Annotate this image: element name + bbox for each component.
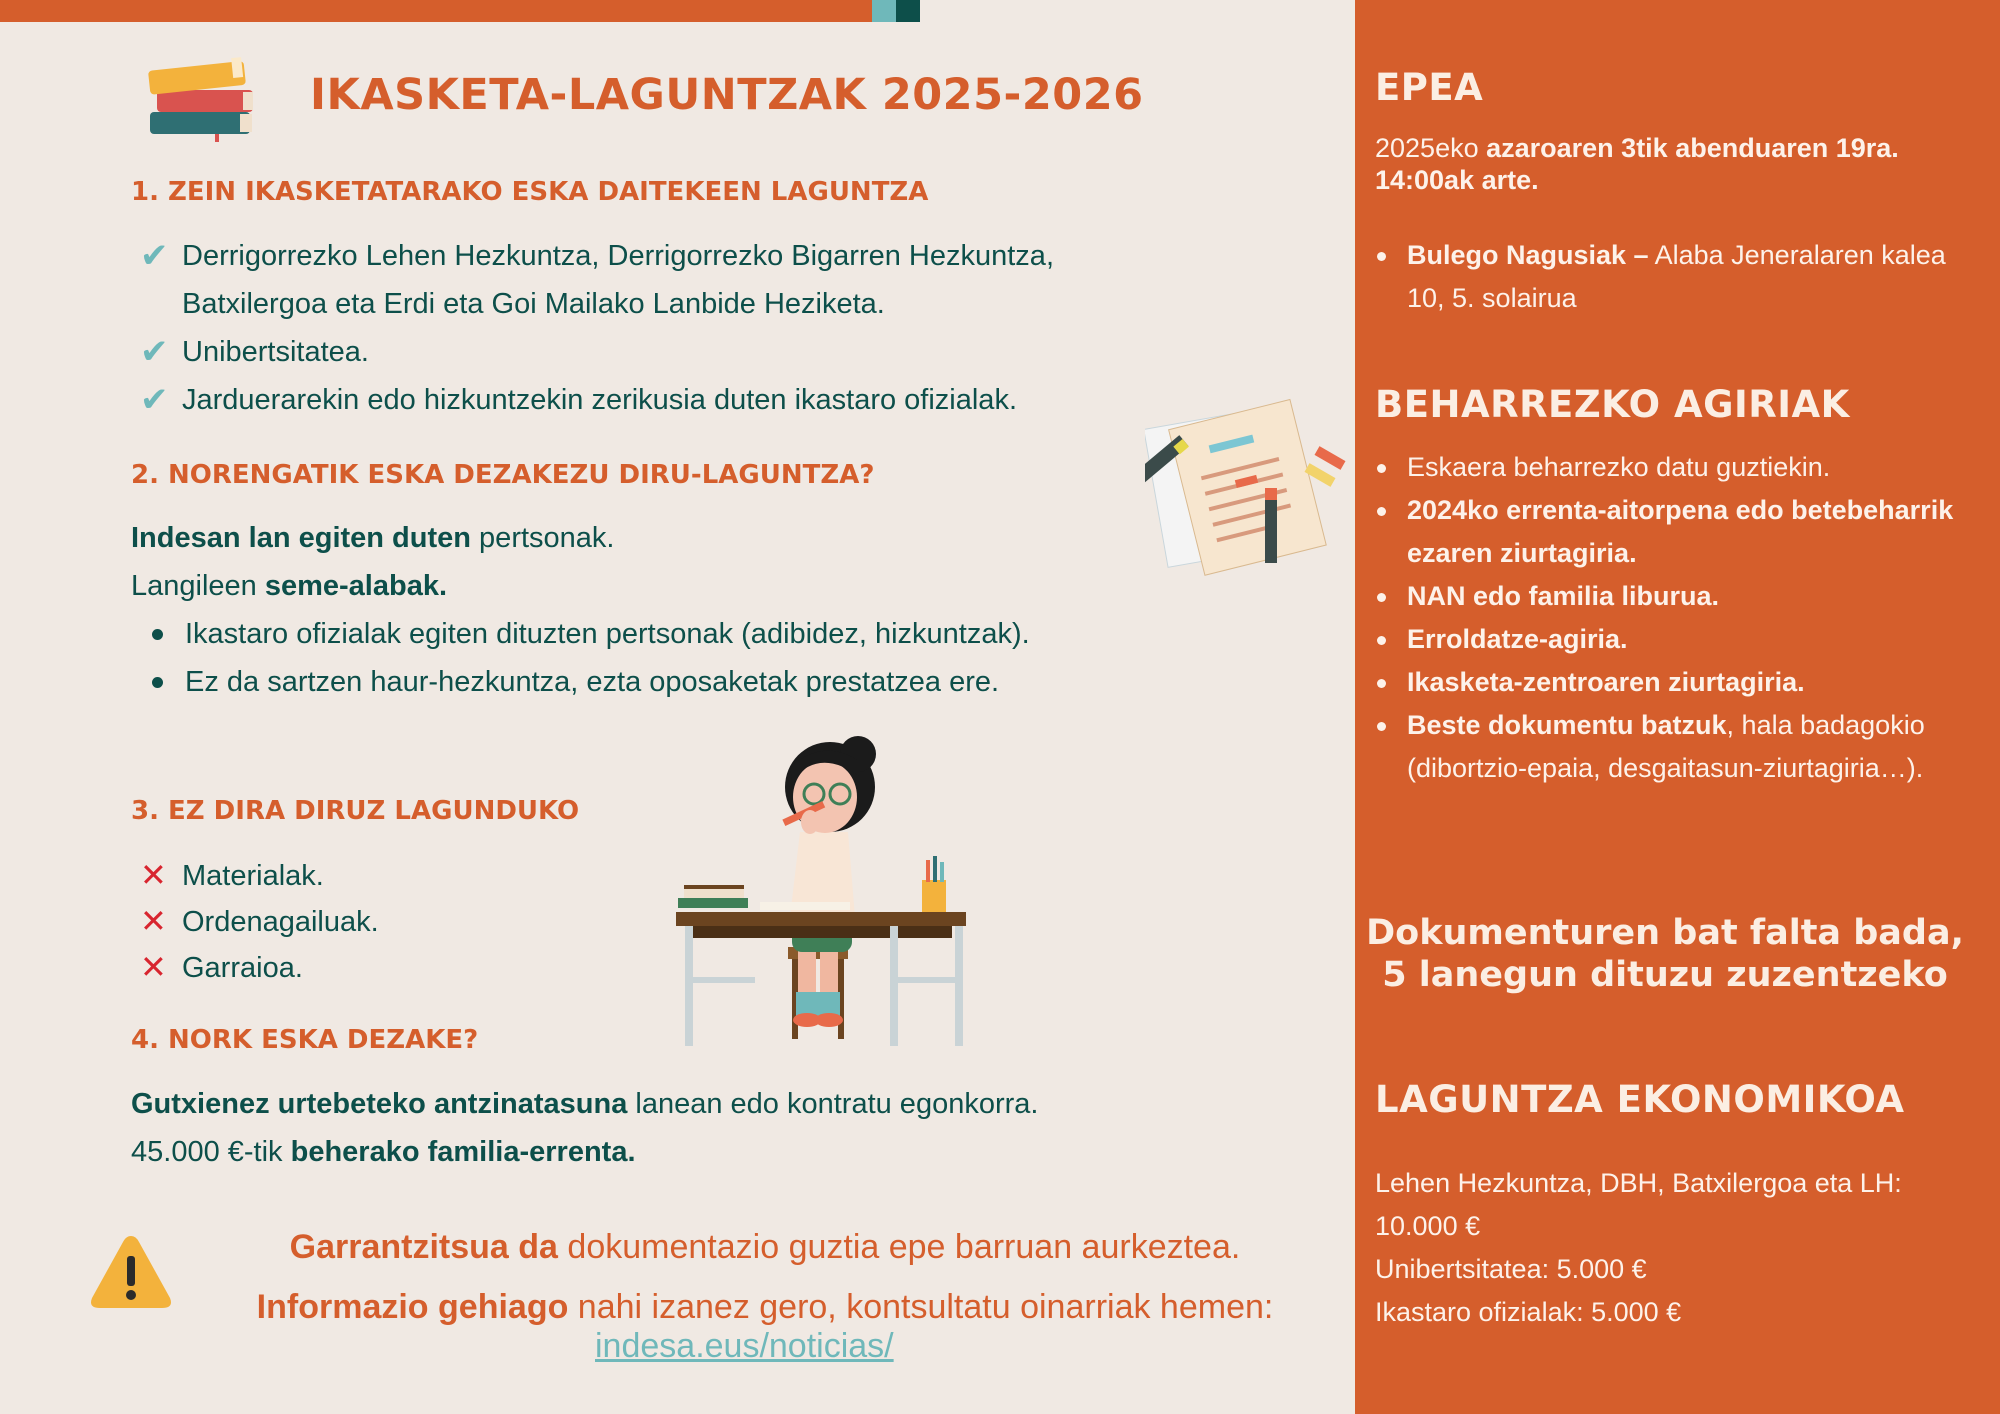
cross-icon: ✕ [140,903,167,939]
section2-bullet: Ez da sartzen haur-hezkuntza, ezta oposaketak prestatzea ere. [152,658,999,706]
cross-icon: ✕ [140,857,167,893]
check-icon: ✔ [140,333,169,371]
section2-heading: 2. NORENGATIK ESKA DEZAKEZU DIRU-LAGUNTZA? [131,460,875,490]
ekonomikoa-amounts: Lehen Hezkuntza, DBH, Batxilergoa eta LH: 10.000 € Unibertsitatea: 5.000 € Ikastaro ofizialak: 5.000 € [1375,1168,1902,1327]
section1-heading: 1. ZEIN IKASKETATARAKO ESKA DAITEKEEN LAGUNTZA [131,177,929,207]
warning-icon [88,1232,174,1312]
section4-line2: 45.000 €-tik beherako familia-errenta. [131,1136,636,1168]
section2-line1: Indesan lan egiten duten pertsonak. [131,522,615,554]
document-item: Ikasketa-zentroaren ziurtagiria. [1355,661,1975,704]
document-item: NAN edo familia liburua. [1355,575,1975,618]
document-item: Erroldatze-agiria. [1355,618,1975,661]
top-decoration-dark [896,0,920,22]
section2-bullet: Ikastaro ofizialak egiten dituzten pertsonak (adibidez, hizkuntzak). [152,610,1030,658]
cross-icon: ✕ [140,949,167,985]
more-info-link[interactable]: indesa.eus/noticias/ [595,1327,894,1365]
more-info-note: Informazio gehiago nahi izanez gero, kontsultatu oinarriak hemen: [256,1288,1274,1326]
document-item: 2024ko errenta-aitorpena edo betebeharrik ezaren ziurtagiria. [1355,489,1975,575]
section3-item: ✕ Ordenagailuak. [140,898,379,946]
documents-illustration [1145,398,1355,578]
section2-line2: Langileen seme-alabak. [131,570,448,602]
top-decoration-bar [0,0,872,22]
section3-item: ✕ Garraioa. [140,944,303,992]
section4-line1: Gutxienez urtebeteko antzinatasuna lanean edo kontratu egonkorra. [131,1088,1039,1120]
page-title: IKASKETA-LAGUNTZAK 2025-2026 [310,70,1144,120]
side-panel [1355,0,2000,1414]
missing-documents-notice: Dokumenturen bat falta bada, 5 lanegun dituzu zuzentzeko [1366,913,1964,995]
section1-item: ✔ Derrigorrezko Lehen Hezkuntza, Derrigorrezko Bigarren Hezkuntza, [140,232,1054,280]
section1-item: ✔ Unibertsitatea. [140,328,369,376]
office-address: Bulego Nagusiak – Alaba Jeneralaren kalea 10, 5. solairua [1355,234,1975,320]
epea-office-list [1355,234,1975,320]
student-at-desk-illustration [670,722,975,1052]
section1-item: ✔ Jarduerarekin edo hizkuntzekin zerikusia duten ikastaro ofizialak. [140,376,1017,424]
document-item: Eskaera beharrezko datu guztiekin. [1355,446,1975,489]
section3-heading: 3. EZ DIRA DIRUZ LAGUNDUKO [131,796,580,826]
agiriak-list [1355,446,1975,790]
agiriak-heading: BEHARREZKO AGIRIAK [1375,383,1850,426]
check-icon: ✔ [140,381,169,419]
check-icon: ✔ [140,237,169,275]
ekonomikoa-heading: LAGUNTZA EKONOMIKOA [1375,1078,1905,1121]
top-decoration-teal [872,0,896,22]
epea-dates: 2025eko azaroaren 3tik abenduaren 19ra. 14:00ak arte. [1375,133,1899,195]
section3-item: ✕ Materialak. [140,852,324,900]
section4-heading: 4. NORK ESKA DEZAKE? [131,1025,479,1055]
epea-heading: EPEA [1375,66,1484,109]
important-note: Garrantzitsua da dokumentazio guztia epe barruan aurkeztea. [289,1228,1241,1266]
section1-item-continued: Batxilergoa eta Erdi eta Goi Mailako Lanbide Heziketa. [182,288,885,320]
books-icon [145,52,265,142]
document-item: Beste dokumentu batzuk, hala badagokio (dibortzio-epaia, desgaitasun-ziurtagiria…). [1355,704,1975,790]
